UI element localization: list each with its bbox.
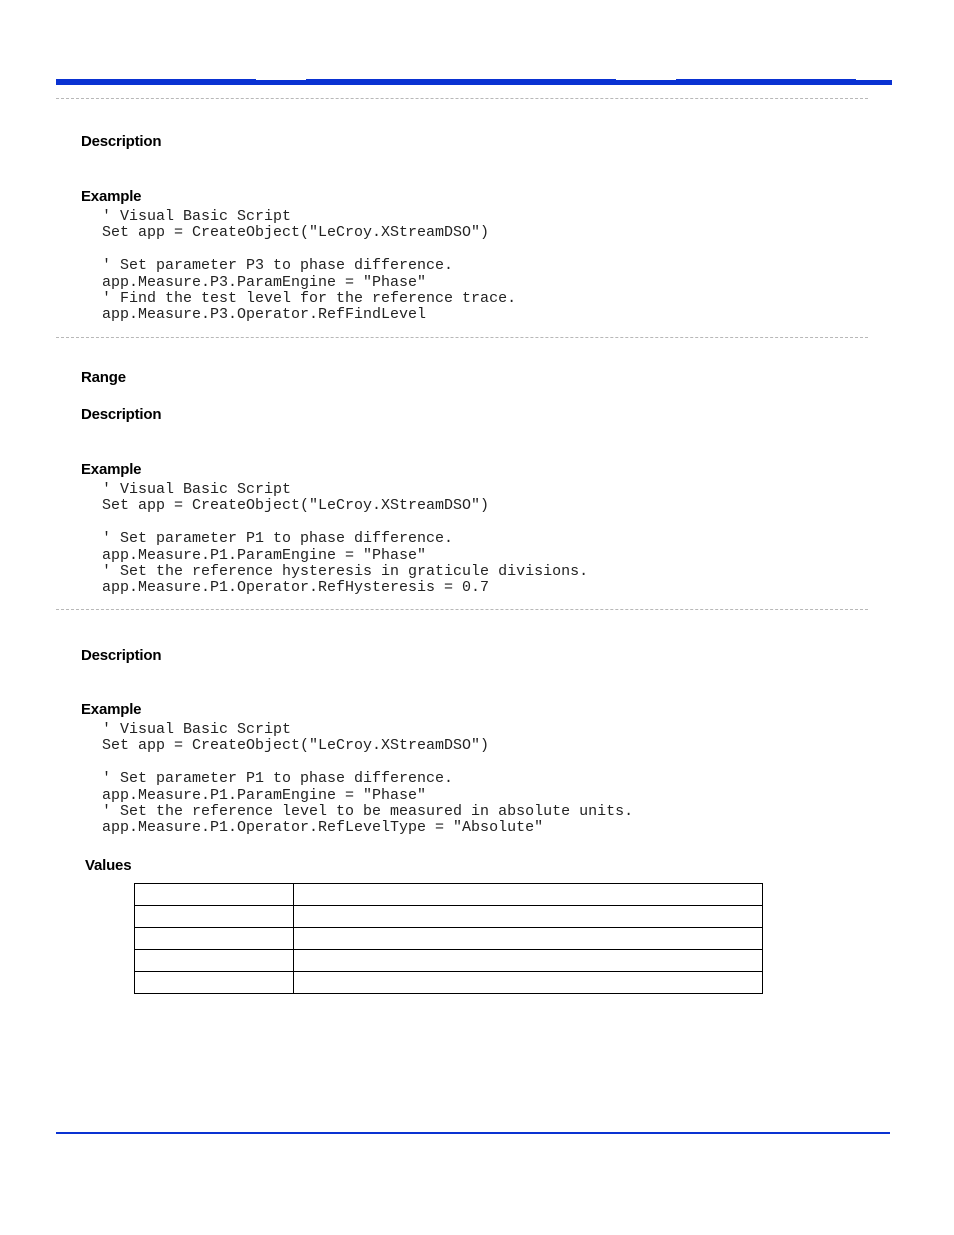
code-line: Set app = CreateObject("LeCroy.XStreamDSO") <box>102 737 490 755</box>
values-table <box>134 883 763 994</box>
code-line: app.Measure.P1.ParamEngine = "Phase" <box>102 546 427 564</box>
table-row <box>135 972 763 994</box>
description-heading: Description <box>81 406 162 423</box>
table-cell-description <box>294 972 763 994</box>
code-line <box>102 755 633 771</box>
header-rule-segment <box>676 79 856 81</box>
header-rule <box>56 80 892 85</box>
code-line: ' Visual Basic Script <box>102 208 292 225</box>
code-line: ' Set parameter P1 to phase difference. <box>102 530 454 548</box>
values-heading: Values <box>85 857 132 874</box>
footer-rule <box>56 1132 890 1134</box>
code-example <box>102 209 516 324</box>
code-line: Set app = CreateObject("LeCroy.XStreamDSO") <box>102 497 490 515</box>
code-example <box>102 482 588 597</box>
code-line: app.Measure.P1.Operator.RefLevelType = "Absolute" <box>102 819 544 837</box>
header-rule-segment <box>56 79 256 81</box>
section-divider <box>56 337 868 338</box>
code-line: Set app = CreateObject("LeCroy.XStreamDSO") <box>102 224 490 242</box>
code-line: app.Measure.P1.ParamEngine = "Phase" <box>102 786 427 804</box>
description-heading: Description <box>81 647 162 664</box>
header-rule-segment <box>306 79 616 81</box>
code-line: ' Find the test level for the reference trace. <box>102 289 517 307</box>
table-cell-value <box>135 950 294 972</box>
table-cell-description <box>294 928 763 950</box>
table-cell-value <box>135 928 294 950</box>
section-divider <box>56 98 868 99</box>
code-line: app.Measure.P3.ParamEngine = "Phase" <box>102 273 427 291</box>
table-row <box>135 906 763 928</box>
code-line: ' Set the reference hysteresis in graticule divisions. <box>102 562 589 580</box>
table-row <box>135 950 763 972</box>
example-heading: Example <box>81 701 142 718</box>
table-cell-value <box>135 884 294 906</box>
table-cell-value <box>135 906 294 928</box>
code-line: app.Measure.P3.Operator.RefFindLevel <box>102 306 427 324</box>
code-line: ' Set parameter P3 to phase difference. <box>102 257 454 275</box>
table-row <box>135 884 763 906</box>
code-line: ' Set parameter P1 to phase difference. <box>102 770 454 788</box>
example-heading: Example <box>81 188 142 205</box>
code-line: app.Measure.P1.Operator.RefHysteresis = 0.7 <box>102 579 490 597</box>
code-line <box>102 515 588 531</box>
table-cell-value <box>135 972 294 994</box>
code-line: ' Visual Basic Script <box>102 481 292 498</box>
table-cell-description <box>294 950 763 972</box>
code-line: ' Visual Basic Script <box>102 721 292 738</box>
code-example <box>102 722 633 837</box>
code-line: ' Set the reference level to be measured in absolute units. <box>102 802 634 820</box>
example-heading: Example <box>81 461 142 478</box>
range-heading: Range <box>81 369 126 386</box>
description-heading: Description <box>81 133 162 150</box>
section-divider <box>56 609 868 610</box>
code-line <box>102 242 516 258</box>
table-cell-description <box>294 906 763 928</box>
table-row <box>135 928 763 950</box>
table-cell-description <box>294 884 763 906</box>
